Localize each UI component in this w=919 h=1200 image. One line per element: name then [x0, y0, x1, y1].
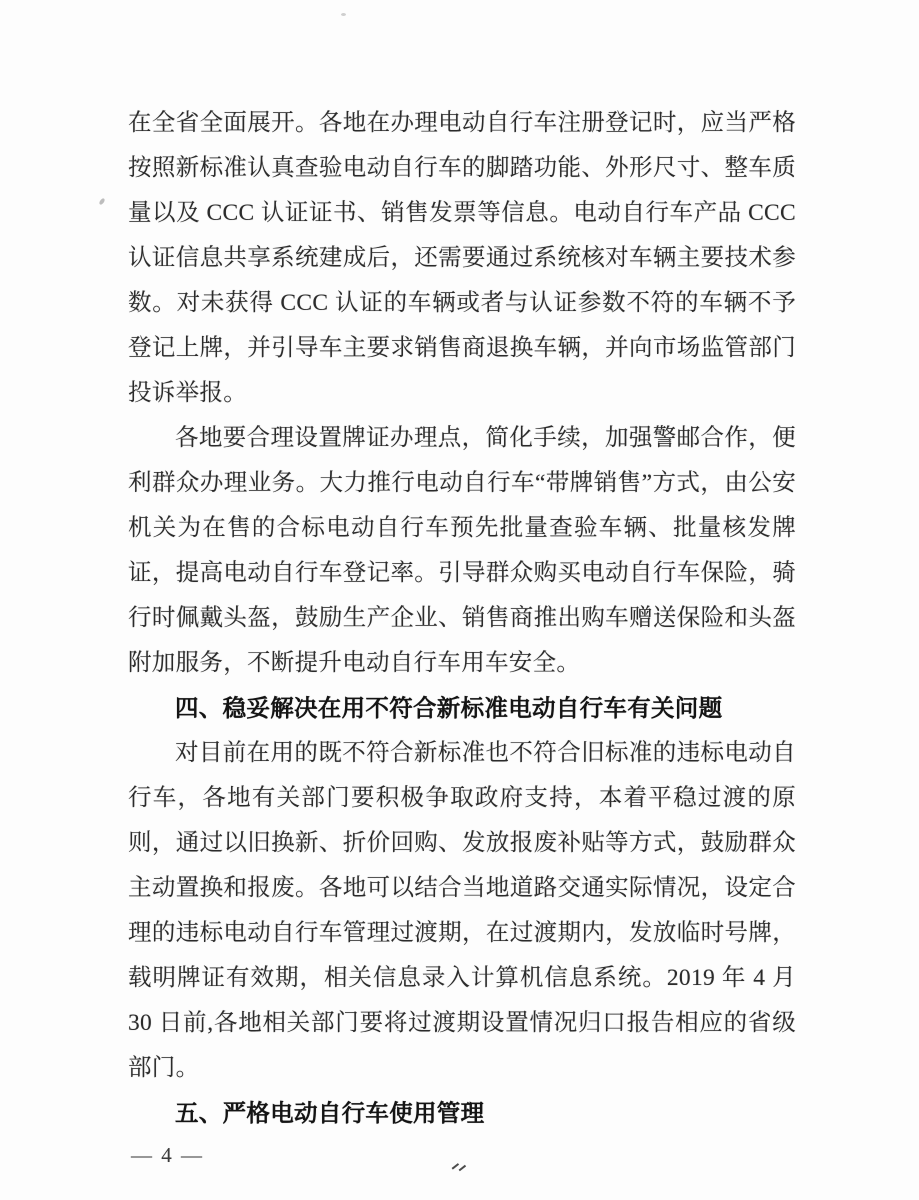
page-number: — 4 —: [131, 1143, 204, 1167]
paragraph-transition-period: 对目前在用的既不符合新标准也不符合旧标准的违标电动自行车，各地有关部门要积极争取政府支持，本着平稳过渡的原则，通过以旧换新、折价回购、发放报废补贴等方式，鼓励群众主动置换和报废。各地可以结合当地道路交通实际情况，设定合理的违标电动自行车管理过渡期，在过渡期内，发放临时号牌，载明牌证有效期，相关信息录入计算机信息系统。2019 年 4 月 30 日前,各地相关部门要将过渡期设置情况归口报告相应的省级部门。: [128, 740, 796, 1081]
paragraph-licensing-services: 各地要合理设置牌证办理点，简化手续，加强警邮合作，便利群众办理业务。大力推行电动自行车“带牌销售”方式，由公安机关为在售的合标电动自行车预先批量查验车辆、批量核发牌证，提高电动自行车登记率。引导群众购买电动自行车保险，骑行时佩戴头盔，鼓励生产企业、销售商推出购车赠送保险和头盔附加服务，不断提升电动自行车用车安全。: [128, 425, 796, 676]
scan-speck-left-margin: [99, 197, 106, 205]
section-heading-4: 四、稳妥解决在用不符合新标准电动自行车有关问题: [175, 694, 723, 722]
document-body: [128, 101, 796, 1136]
section-heading-5: 五、严格电动自行车使用管理: [175, 1099, 485, 1127]
scan-squiggle-bottom: [451, 1161, 468, 1175]
scan-speck-top: [341, 13, 346, 16]
paragraph-registration-inspection: 在全省全面展开。各地在办理电动自行车注册登记时，应当严格按照新标准认真查验电动自行车的脚踏功能、外形尺寸、整车质量以及 CCC 认证证书、销售发票等信息。电动自行车产品 CCC 认证信息共享系统建成后，还需要通过系统核对车辆主要技术参数。对未获得 CCC 认证的车辆或者与认证参数不符的车辆不予登记上牌，并引导车主要求销售商退换车辆，并向市场监管部门投诉举报。: [128, 110, 796, 406]
